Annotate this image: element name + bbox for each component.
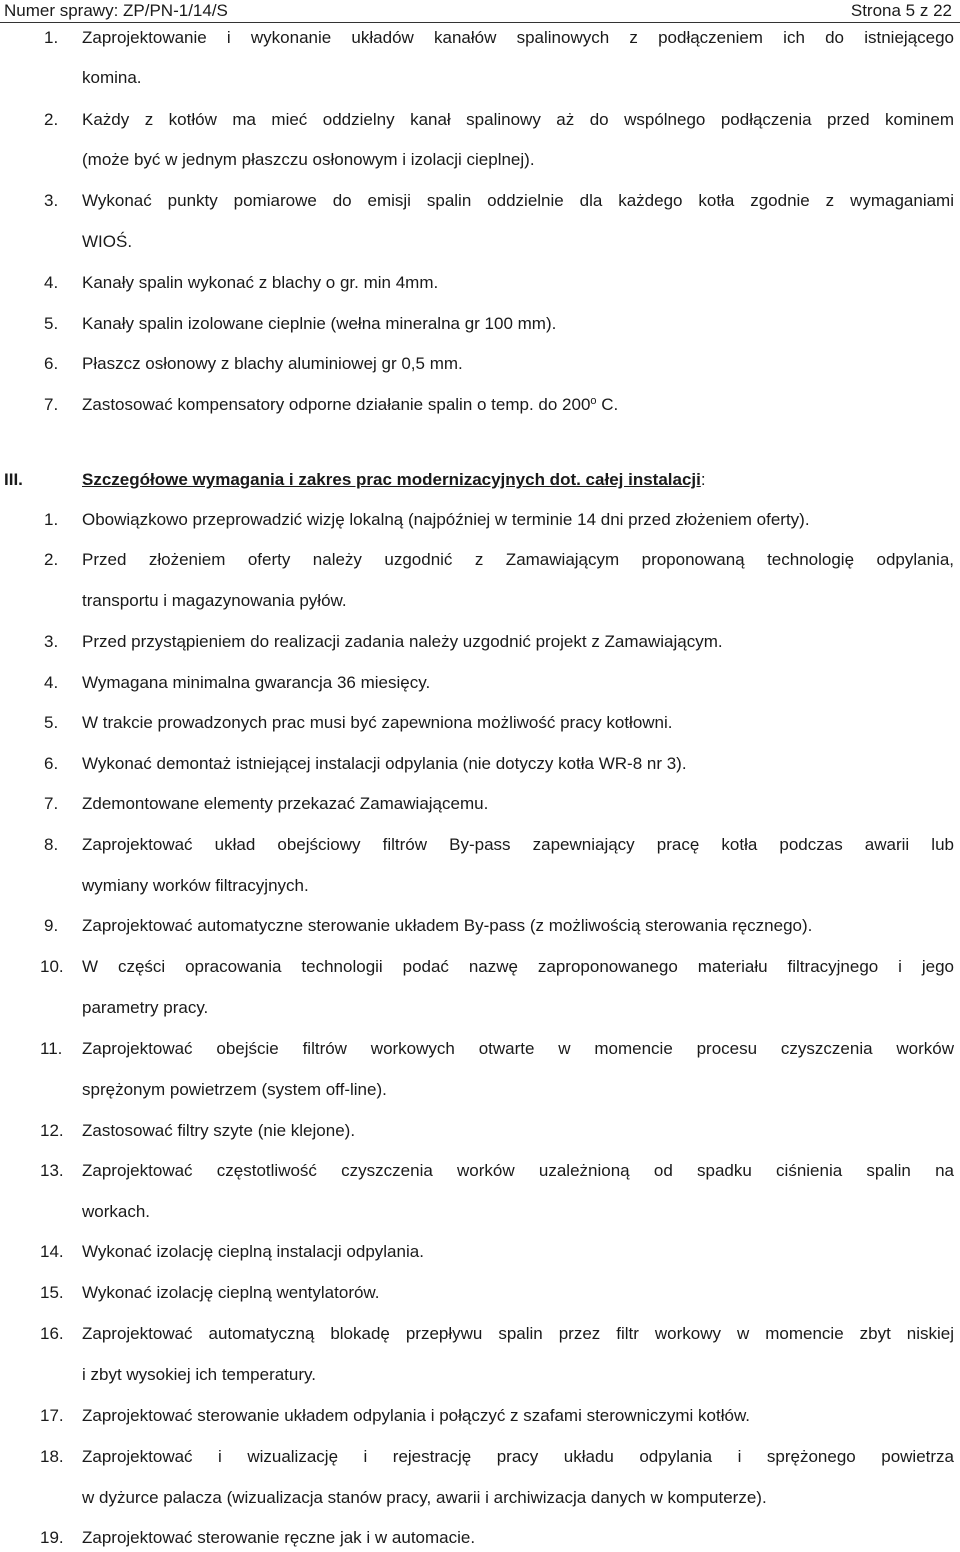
case-number: Numer sprawy: ZP/PN-1/14/S xyxy=(4,1,228,20)
list-item xyxy=(0,833,960,857)
item-text: transportu i magazynowania pyłów. xyxy=(82,591,347,610)
list-item xyxy=(0,312,960,336)
list-item xyxy=(0,1322,960,1346)
list-item-cont xyxy=(0,1200,960,1224)
temp-text: Zastosować kompensatory odporne działanie spalin o temp. do 200 xyxy=(82,395,591,414)
list-item xyxy=(0,26,960,50)
item-text: sprężonym powietrzem (system off-line). xyxy=(82,1080,387,1099)
page-number: Strona 5 z 22 xyxy=(850,1,952,20)
list-item xyxy=(0,955,960,979)
item-text: i zbyt wysokiej ich temperatury. xyxy=(82,1365,316,1384)
item-text: Wykonać demontaż istniejącej instalacji odpylania (nie dotyczy kotła WR-8 nr 3). xyxy=(82,754,687,773)
list-item xyxy=(0,1281,960,1305)
item-number: 19. xyxy=(40,1528,64,1547)
item-number: 7. xyxy=(44,395,59,414)
item-number: 3. xyxy=(44,632,59,651)
list-item xyxy=(0,189,960,213)
item-text: Wykonać izolację cieplną instalacji odpylania. xyxy=(82,1242,424,1261)
item-number: 14. xyxy=(40,1242,64,1261)
item-number: 16. xyxy=(40,1324,64,1343)
item-number: 11. xyxy=(40,1039,63,1058)
item-number: 1. xyxy=(44,28,59,47)
list-item xyxy=(0,671,960,695)
item-number: 1. xyxy=(44,510,59,529)
item-text: komina. xyxy=(82,68,142,87)
section-title xyxy=(82,468,706,492)
section-title-text: Szczegółowe wymagania i zakres prac modernizacyjnych dot. całej instalacji xyxy=(82,470,701,489)
list-item xyxy=(0,1159,960,1183)
list-item xyxy=(0,271,960,295)
list-item xyxy=(0,1119,960,1143)
item-number: 5. xyxy=(44,713,59,732)
item-number: 7. xyxy=(44,794,59,813)
section-number: III. xyxy=(4,470,23,489)
item-text: Zaprojektować sterowanie układem odpylania i połączyć z szafami sterowniczymi kotłów. xyxy=(82,1406,751,1425)
list-item xyxy=(0,630,960,654)
item-text: Zaprojektowanie i wykonanie układów kanałów spalinowych z podłączeniem ich do istniejącego xyxy=(82,28,954,47)
list-item-cont xyxy=(0,1363,960,1387)
item-text: Zaprojektować układ obejściowy filtrów By-pass zapewniający pracę kotła podczas awarii lub xyxy=(82,835,954,854)
list-item xyxy=(0,1404,960,1428)
list-item xyxy=(0,1037,960,1061)
list-item xyxy=(0,752,960,776)
item-number: 6. xyxy=(44,354,59,373)
item-number: 4. xyxy=(44,673,59,692)
item-text: Kanały spalin izolowane cieplnie (wełna mineralna gr 100 mm). xyxy=(82,314,557,333)
item-text: workach. xyxy=(82,1202,151,1221)
item-number: 2. xyxy=(44,550,59,569)
item-text: Każdy z kotłów ma mieć oddzielny kanał spalinowy aż do wspólnego podłączenia przed kominem xyxy=(82,110,954,129)
list-item-cont xyxy=(0,874,960,898)
item-text: WIOŚ. xyxy=(82,232,133,251)
item-number: 13. xyxy=(40,1161,64,1180)
list-item-cont xyxy=(0,589,960,613)
list-item xyxy=(0,1445,960,1469)
item-text xyxy=(82,393,954,417)
item-text: Zdemontowane elementy przekazać Zamawiającemu. xyxy=(82,794,489,813)
item-text: parametry pracy. xyxy=(82,998,209,1017)
item-text: Wykonać izolację cieplną wentylatorów. xyxy=(82,1283,380,1302)
list-item xyxy=(0,1526,960,1550)
item-text: (może być w jednym płaszczu osłonowym i izolacji cieplnej). xyxy=(82,150,535,169)
list-item xyxy=(0,711,960,735)
list-item-cont xyxy=(0,1486,960,1510)
item-text: Wymagana minimalna gwarancja 36 miesięcy. xyxy=(82,673,431,692)
item-number: 10. xyxy=(40,957,64,976)
degree-sup: o xyxy=(590,395,597,407)
item-number: 3. xyxy=(44,191,59,210)
list-item xyxy=(0,352,960,376)
list-item xyxy=(0,792,960,816)
item-text: Przed przystąpieniem do realizacji zadania należy uzgodnić projekt z Zamawiającym. xyxy=(82,632,723,651)
item-text: W części opracowania technologii podać nazwę zaproponowanego materiału filtracyjnego i jego xyxy=(82,957,954,976)
item-number: 9. xyxy=(44,916,59,935)
item-text: Kanały spalin wykonać z blachy o gr. min 4mm. xyxy=(82,273,439,292)
list-item xyxy=(0,914,960,938)
item-number: 12. xyxy=(40,1121,64,1140)
list-item-cont xyxy=(0,66,960,90)
item-text: Zaprojektować automatyczne sterowanie układem By-pass (z możliwością sterowania ręcznego). xyxy=(82,916,813,935)
list-item xyxy=(0,548,960,572)
item-number: 2. xyxy=(44,110,59,129)
list-item-cont xyxy=(0,148,960,172)
item-text: Obowiązkowo przeprowadzić wizję lokalną (najpóźniej w terminie 14 dni przed złożeniem oferty). xyxy=(82,510,810,529)
item-number: 17. xyxy=(40,1406,64,1425)
page-header xyxy=(0,0,960,22)
item-number: 8. xyxy=(44,835,59,854)
item-text: Wykonać punkty pomiarowe do emisji spalin oddzielnie dla każdego kotła zgodnie z wymaganiami xyxy=(82,191,954,210)
list-item xyxy=(0,108,960,132)
list-item-cont xyxy=(0,996,960,1020)
list-item xyxy=(0,508,960,532)
item-text: Zaprojektować automatyczną blokadę przepływu spalin przez filtr workowy w momencie zbyt niskiej xyxy=(82,1324,954,1343)
list-item-cont xyxy=(0,230,960,254)
temp-unit: C. xyxy=(596,395,619,414)
header-divider xyxy=(0,22,960,23)
item-number: 18. xyxy=(40,1447,64,1466)
list-item xyxy=(0,393,960,417)
item-text: Przed złożeniem oferty należy uzgodnić z Zamawiającym proponowaną technologię odpylania, xyxy=(82,550,954,569)
item-text: W trakcie prowadzonych prac musi być zapewniona możliwość pracy kotłowni. xyxy=(82,713,673,732)
section-heading xyxy=(0,468,960,492)
section-title-colon: : xyxy=(700,470,706,489)
item-text: w dyżurce palacza (wizualizacja stanów pracy, awarii i archiwizacja danych w komputerze). xyxy=(82,1488,767,1507)
item-text: Zaprojektować częstotliwość czyszczenia worków uzależnioną od spadku ciśnienia spalin na xyxy=(82,1161,954,1180)
list-item xyxy=(0,1240,960,1264)
item-text: Zaprojektować obejście filtrów workowych otwarte w momencie procesu czyszczenia worków xyxy=(82,1039,954,1058)
item-text: Płaszcz osłonowy z blachy aluminiowej gr 0,5 mm. xyxy=(82,354,463,373)
item-number: 6. xyxy=(44,754,59,773)
item-text: Zaprojektować i wizualizację i rejestrację pracy układu odpylania i sprężonego powietrza xyxy=(82,1447,954,1466)
item-text: Zaprojektować sterowanie ręczne jak i w automacie. xyxy=(82,1528,476,1547)
item-text: wymiany worków filtracyjnych. xyxy=(82,876,309,895)
list-item-cont xyxy=(0,1078,960,1102)
item-number: 5. xyxy=(44,314,59,333)
item-text: Zastosować filtry szyte (nie klejone). xyxy=(82,1121,356,1140)
item-number: 4. xyxy=(44,273,59,292)
item-number: 15. xyxy=(40,1283,64,1302)
